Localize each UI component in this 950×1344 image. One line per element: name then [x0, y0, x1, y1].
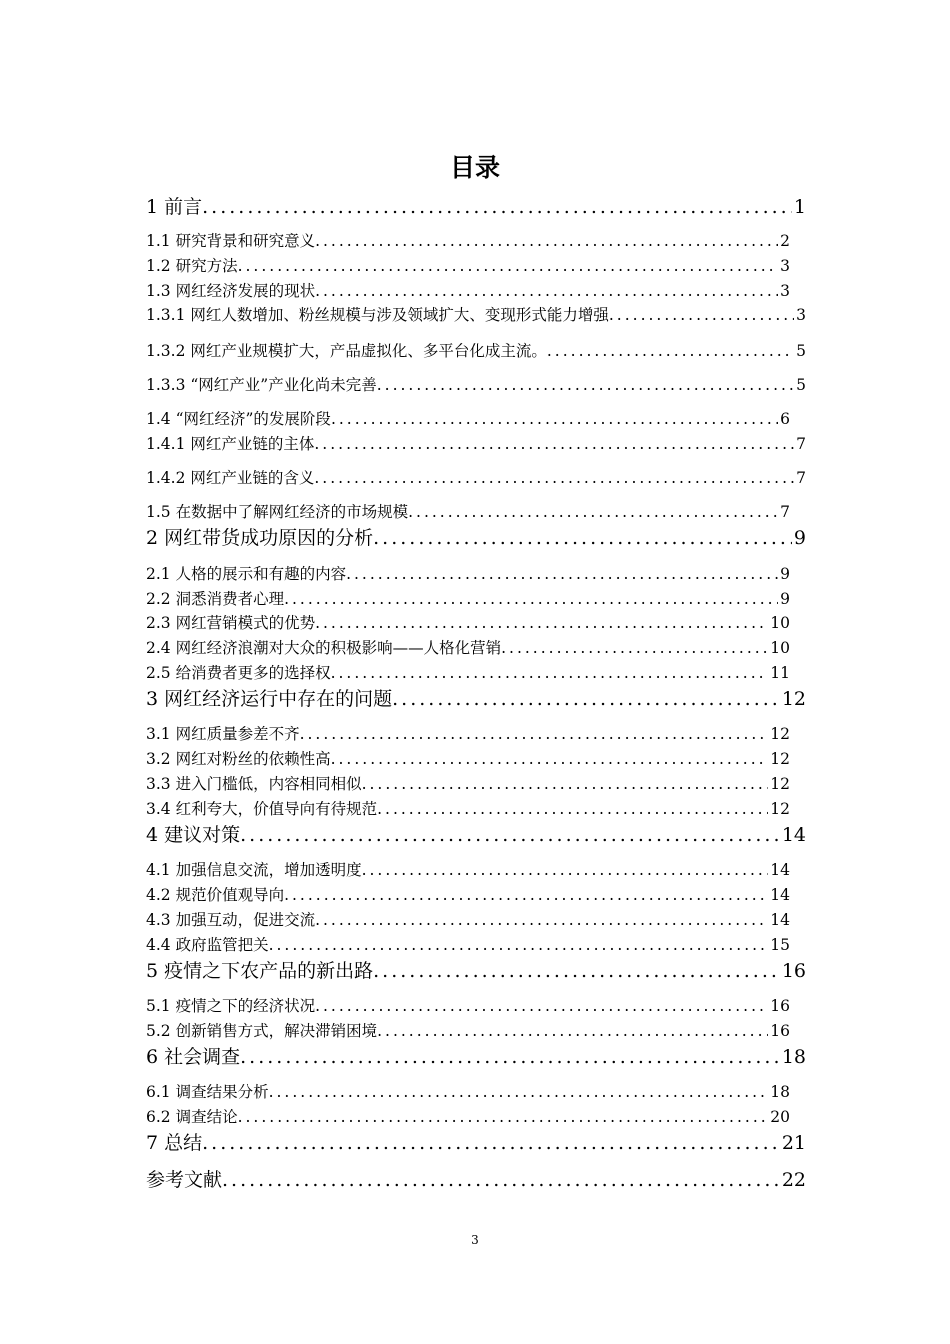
toc-entry-page: 14 [781, 824, 806, 846]
toc-entry-label: 1.2 研究方法 [146, 257, 238, 275]
toc-entry-label: 3.2 网红对粉丝的依赖性高 [146, 750, 331, 768]
toc-leader-dots [314, 469, 794, 487]
toc-entry[interactable] [146, 956, 806, 983]
toc-leader-dots [331, 750, 769, 768]
toc-leader-dots [269, 936, 769, 954]
toc-entry[interactable] [146, 908, 790, 930]
toc-leader-dots [284, 590, 778, 608]
toc-entry-page: 9 [780, 590, 790, 608]
toc-leader-dots [315, 282, 778, 300]
toc-entry-label: 参考文献 [146, 1169, 223, 1191]
toc-entry[interactable] [146, 1128, 806, 1155]
toc-entry-page: 5 [796, 376, 806, 394]
toc-leader-dots [377, 800, 768, 818]
toc-entry-page: 12 [770, 775, 790, 793]
toc-entry[interactable] [146, 820, 806, 847]
toc-entry[interactable] [146, 523, 806, 550]
toc-leader-dots [315, 997, 768, 1015]
toc-leader-dots [202, 1132, 780, 1154]
toc-leader-dots [547, 342, 794, 360]
toc-entry-page: 3 [796, 306, 806, 324]
toc-entry-page: 20 [770, 1108, 790, 1126]
toc-leader-dots [240, 824, 780, 846]
toc-leader-dots [362, 775, 769, 793]
toc-entry[interactable] [146, 858, 790, 880]
toc-entry-page: 7 [780, 503, 790, 521]
toc-entry-page: 2 [780, 232, 790, 250]
toc-entry-page: 7 [796, 435, 806, 453]
toc-entry[interactable] [146, 933, 790, 955]
toc-leader-dots [346, 565, 778, 583]
toc-entry-page: 14 [770, 886, 790, 904]
toc-entry-page: 10 [770, 639, 790, 657]
toc-leader-dots [202, 196, 792, 218]
toc-entry-label: 1.4.1 网红产业链的主体 [146, 435, 315, 453]
toc-leader-dots [408, 503, 778, 521]
toc-entry-page: 9 [780, 565, 790, 583]
toc-entry-label: 5 疫情之下农产品的新出路 [146, 960, 374, 982]
toc-entry[interactable] [146, 1042, 806, 1069]
toc-entry[interactable] [146, 747, 790, 769]
page-number: 3 [471, 1233, 479, 1247]
toc-entry-label: 6 社会调查 [146, 1046, 241, 1068]
toc-entry-label: 4 建议对策 [146, 824, 241, 846]
toc-entry-page: 18 [781, 1046, 806, 1068]
toc-entry-label: 3 网红经济运行中存在的问题 [146, 688, 393, 710]
toc-title: 目录 [449, 153, 500, 182]
toc-entry[interactable] [146, 407, 790, 429]
toc-entry-page: 21 [781, 1132, 806, 1154]
toc-leader-dots [238, 1108, 769, 1126]
toc-entry[interactable] [146, 279, 790, 301]
toc-entry-page: 14 [770, 911, 790, 929]
toc-entry-page: 14 [770, 861, 790, 879]
toc-entry[interactable] [146, 229, 790, 251]
toc-entry-label: 1.1 研究背景和研究意义 [146, 232, 316, 250]
toc-entry-page: 9 [793, 527, 806, 549]
toc-leader-dots [315, 614, 768, 632]
toc-entry-page: 6 [780, 410, 790, 428]
toc-leader-dots [314, 435, 794, 453]
toc-leader-dots [284, 886, 768, 904]
toc-leader-dots [377, 1022, 768, 1040]
toc-leader-dots [609, 306, 794, 324]
toc-entry-label: 4.4 政府监管把关 [146, 936, 269, 954]
toc-leader-dots [238, 257, 779, 275]
toc-entry-label: 4.2 规范价值观导向 [146, 886, 285, 904]
toc-entry-label: 6.1 调查结果分析 [146, 1083, 269, 1101]
toc-entry[interactable] [146, 1165, 806, 1192]
toc-entry[interactable] [146, 722, 790, 744]
toc-leader-dots [222, 1169, 780, 1191]
toc-entry[interactable] [146, 192, 806, 219]
toc-entry[interactable] [146, 500, 790, 522]
toc-entry-label: 3.3 进入门槛低，内容相同相似 [146, 775, 362, 793]
toc-entry[interactable] [146, 797, 790, 819]
toc-entry-page: 12 [781, 688, 806, 710]
toc-entry[interactable] [146, 1080, 790, 1102]
toc-entry[interactable] [146, 303, 806, 325]
toc-entry[interactable] [146, 466, 806, 488]
toc-entry-label: 3.1 网红质量参差不齐 [146, 725, 300, 743]
toc-entry-label: 1 前言 [146, 196, 203, 218]
toc-entry-page: 12 [770, 750, 790, 768]
toc-leader-dots [362, 861, 769, 879]
toc-entry-page: 12 [770, 800, 790, 818]
toc-entry-label: 4.3 加强互动，促进交流 [146, 911, 316, 929]
toc-entry-page: 22 [781, 1169, 806, 1191]
toc-entry-label: 1.3.2 网红产业规模扩大，产品虚拟化、多平台化成主流。 [146, 342, 547, 360]
toc-entry-label: 3.4 红利夸大，价值导向有待规范 [146, 800, 378, 818]
toc-entry-page: 10 [770, 614, 790, 632]
toc-entry[interactable] [146, 772, 790, 794]
toc-entry[interactable] [146, 1019, 790, 1041]
toc-entry[interactable] [146, 373, 806, 395]
toc-entry-label: 1.4 “网红经济”的发展阶段 [146, 410, 331, 428]
toc-leader-dots [373, 960, 780, 982]
toc-entry-page: 12 [770, 725, 790, 743]
toc-leader-dots [373, 527, 792, 549]
toc-entry[interactable] [146, 636, 790, 658]
toc-entry-page: 15 [770, 936, 790, 954]
toc-entry-page: 7 [796, 469, 806, 487]
toc-entry-page: 3 [780, 257, 790, 275]
toc-entry[interactable] [146, 1105, 790, 1127]
toc-entry[interactable] [146, 684, 806, 711]
toc-entry-page: 16 [770, 997, 790, 1015]
toc-entry[interactable] [146, 432, 806, 454]
toc-entry-label: 2.4 网红经济浪潮对大众的积极影响——人格化营销 [146, 639, 502, 657]
toc-entry-label: 1.5 在数据中了解网红经济的市场规模 [146, 503, 409, 521]
toc-entry-label: 5.1 疫情之下的经济状况 [146, 997, 316, 1015]
toc-entry-label: 1.3.1 网红人数增加、粉丝规模与涉及领域扩大、变现形式能力增强 [146, 306, 609, 324]
toc-entry-label: 4.1 加强信息交流，增加透明度 [146, 861, 362, 879]
toc-entry-page: 3 [780, 282, 790, 300]
toc-leader-dots [331, 410, 778, 428]
toc-entry-label: 2.5 给消费者更多的选择权 [146, 664, 331, 682]
toc-leader-dots [315, 232, 778, 250]
toc-leader-dots [240, 1046, 780, 1068]
toc-entry[interactable] [146, 883, 790, 905]
toc-entry-page: 5 [796, 342, 806, 360]
toc-entry[interactable] [146, 587, 790, 609]
toc-entry-page: 16 [770, 1022, 790, 1040]
toc-entry-page: 16 [781, 960, 806, 982]
toc-entry-page: 11 [770, 664, 790, 682]
toc-entry[interactable] [146, 611, 790, 633]
toc-entry[interactable] [146, 562, 790, 584]
toc-entry-label: 1.4.2 网红产业链的含义 [146, 469, 315, 487]
toc-entry-label: 2 网红带货成功原因的分析 [146, 527, 374, 549]
toc-entry-page: 18 [770, 1083, 790, 1101]
toc-entry-label: 6.2 调查结论 [146, 1108, 238, 1126]
toc-leader-dots [392, 688, 780, 710]
toc-entry[interactable] [146, 339, 806, 361]
toc-entry-label: 2.3 网红营销模式的优势 [146, 614, 316, 632]
toc-leader-dots [269, 1083, 769, 1101]
toc-entry-page: 1 [793, 196, 806, 218]
toc-leader-dots [315, 911, 768, 929]
toc-entry-label: 1.3 网红经济发展的现状 [146, 282, 316, 300]
toc-entry-label: 2.1 人格的展示和有趣的内容 [146, 565, 347, 583]
toc-entry-label: 7 总结 [146, 1132, 203, 1154]
toc-leader-dots [300, 725, 769, 743]
toc-leader-dots [501, 639, 768, 657]
toc-entry[interactable] [146, 254, 790, 276]
toc-entry-label: 1.3.3 “网红产业”产业化尚未完善 [146, 376, 377, 394]
toc-leader-dots [377, 376, 794, 394]
toc-entry-label: 5.2 创新销售方式，解决滞销困境 [146, 1022, 378, 1040]
toc-leader-dots [331, 664, 769, 682]
toc-entry[interactable] [146, 661, 790, 683]
toc-entry-label: 2.2 洞悉消费者心理 [146, 590, 285, 608]
toc-entry[interactable] [146, 994, 790, 1016]
